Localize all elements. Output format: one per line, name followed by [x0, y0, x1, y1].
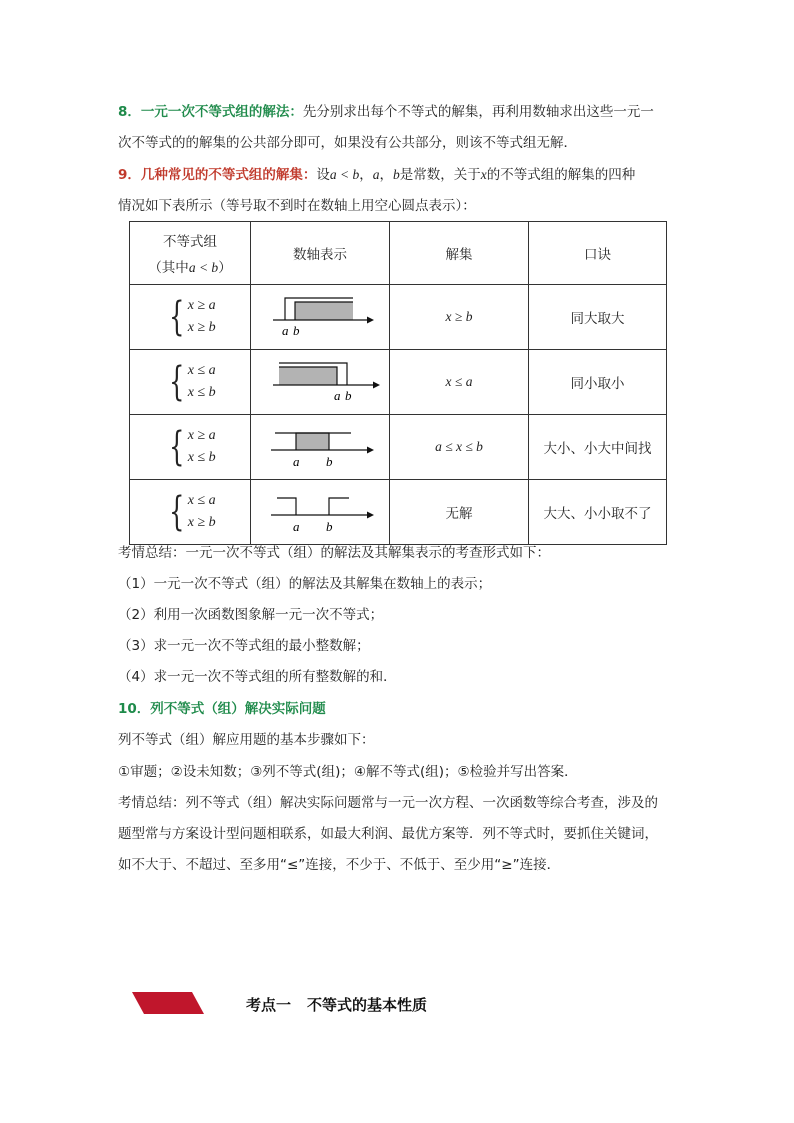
- section-9-line-2: 情况如下表所示（等号取不到时在数轴上用空心圆点表示）：: [118, 198, 476, 214]
- text-fragment: ）: [218, 260, 232, 276]
- brace-glyph: {: [169, 294, 185, 340]
- system-cell: [130, 285, 251, 350]
- label-b: b: [345, 388, 352, 403]
- overlap-shade: [279, 367, 337, 385]
- section-8-text-1: 先分别求出每个不等式的解集，再利用数轴求出这些一元一: [302, 104, 654, 120]
- summary-intro: 考情总结：一元一次不等式（组）的解法及其解集表示的考查形式如下：: [118, 545, 550, 561]
- text-fragment: ，: [359, 167, 373, 183]
- label-a: a: [293, 454, 300, 469]
- system-cell: [130, 480, 251, 545]
- section-8-line-2: 次不等式的的解集的公共部分即可，如果没有公共部分，则该不等式组无解．: [118, 135, 577, 151]
- system-line-2: x ≤ b: [187, 385, 216, 400]
- system-line-1: x ≤ a: [187, 363, 216, 378]
- system-lines: [188, 295, 216, 339]
- banner-label: 考点一: [246, 996, 292, 1014]
- number-line-diagram: [251, 285, 389, 345]
- number-line-diagram: [251, 350, 389, 410]
- math-a-lt-b: a < b: [329, 167, 360, 182]
- rhyme-cell: 大小、小大中间找: [529, 415, 667, 480]
- overlap-shade: [295, 302, 353, 320]
- text-fragment: （其中: [148, 260, 189, 276]
- math-a: a: [372, 167, 380, 182]
- bracket-b: [329, 498, 349, 515]
- label-a: a: [293, 519, 300, 534]
- section-10-line-1: 列不等式（组）解应用题的基本步骤如下：: [118, 732, 375, 748]
- math-x: x: [480, 167, 487, 182]
- header-rhyme: 口诀: [529, 222, 667, 285]
- system-lines: [188, 490, 216, 534]
- section-banner-shape: [132, 992, 204, 1014]
- header-axis: 数轴表示: [251, 222, 390, 285]
- system-line-2: x ≥ b: [187, 515, 216, 530]
- label-b: b: [293, 323, 300, 338]
- section-banner-title: [246, 994, 427, 1015]
- inequality-system: [164, 295, 215, 339]
- axis-cell: [251, 415, 390, 480]
- summary-item-3: （3）求一元一次不等式组的最小整数解；: [118, 638, 370, 654]
- rhyme-cell: 同大取大: [529, 285, 667, 350]
- text-fragment: 设: [316, 167, 330, 183]
- table-row: [130, 480, 667, 545]
- label-a: a: [334, 388, 341, 403]
- axis-cell: [251, 350, 390, 415]
- header-solution: 解集: [390, 222, 529, 285]
- bracket-a: [277, 498, 296, 515]
- solution-cell: 无解: [390, 480, 529, 545]
- inequality-system: [164, 360, 215, 404]
- summary-item-1: （1）一元一次不等式（组）的解法及其解集在数轴上的表示；: [118, 576, 492, 592]
- system-line-1: x ≥ a: [187, 298, 216, 313]
- brace-glyph: {: [169, 359, 185, 405]
- brace-glyph: {: [169, 424, 185, 470]
- text-fragment: ，: [379, 167, 394, 183]
- section-8-line-1: [118, 102, 654, 122]
- summary-item-4: （4）求一元一次不等式组的所有整数解的和．: [118, 669, 397, 685]
- text-fragment: 是常数，关于: [399, 167, 481, 183]
- section-10-summary-line-1: 考情总结：列不等式（组）解决实际问题常与一元一次方程、一次函数等综合考查，涉及的: [118, 795, 658, 811]
- axis-arrow: [367, 512, 374, 519]
- header-system: [130, 222, 251, 285]
- section-9-line-1: [118, 165, 635, 185]
- system-line-2: x ≥ b: [187, 320, 216, 335]
- axis-arrow: [373, 382, 380, 389]
- banner-title-text: 不等式的基本性质: [307, 996, 428, 1014]
- inequality-system: [164, 490, 215, 534]
- axis-arrow: [367, 317, 374, 324]
- inequality-table: [129, 221, 667, 545]
- number-line-diagram: [251, 480, 389, 540]
- summary-item-2: （2）利用一次函数图象解一元一次不等式；: [118, 607, 384, 623]
- table-header-row: [130, 222, 667, 285]
- banner-parallelogram: [132, 992, 204, 1014]
- table-row: [130, 415, 667, 480]
- table-row: [130, 350, 667, 415]
- text-fragment: 的不等式组的解集的四种: [486, 167, 636, 183]
- system-cell: [130, 350, 251, 415]
- system-line-2: x ≤ b: [187, 450, 216, 465]
- number-line-diagram: [251, 415, 389, 475]
- label-a: a: [282, 323, 289, 338]
- section-8-title: 8．一元一次不等式组的解法：: [118, 104, 303, 120]
- math-a-lt-b: a < b: [188, 260, 219, 275]
- section-10-steps: ①审题；②设未知数；③列不等式(组)；④解不等式(组)；⑤检验并写出答案．: [118, 764, 578, 780]
- section-9-title: 9．几种常见的不等式组的解集：: [118, 167, 317, 183]
- rhyme-cell: 同小取小: [529, 350, 667, 415]
- label-b: b: [326, 519, 333, 534]
- section-10-summary-line-3: 如不大于、不超过、至多用“≤”连接，不少于、不低于、至少用“≥”连接．: [118, 857, 561, 873]
- axis-arrow: [367, 447, 374, 454]
- section-10-summary-line-2: 题型常与方案设计型问题相联系，如最大利润、最优方案等．列不等式时，要抓住关键词，: [118, 826, 658, 842]
- header-system-line-2: [130, 256, 250, 276]
- axis-cell: [251, 480, 390, 545]
- inequality-system: [164, 425, 215, 469]
- math-b: b: [393, 167, 400, 182]
- system-line-1: x ≤ a: [187, 493, 216, 508]
- system-cell: [130, 415, 251, 480]
- overlap-shade: [296, 433, 329, 450]
- solution-cell: a ≤ x ≤ b: [390, 415, 529, 480]
- system-lines: [188, 425, 216, 469]
- table-row: [130, 285, 667, 350]
- axis-cell: [251, 285, 390, 350]
- system-line-1: x ≥ a: [187, 428, 216, 443]
- brace-glyph: {: [169, 489, 185, 535]
- solution-cell: x ≥ b: [390, 285, 529, 350]
- label-b: b: [326, 454, 333, 469]
- system-lines: [188, 360, 216, 404]
- header-system-line-1: 不等式组: [163, 234, 217, 250]
- rhyme-cell: 大大、小小取不了: [529, 480, 667, 545]
- solution-cell: x ≤ a: [390, 350, 529, 415]
- section-10-title: 10．列不等式（组）解决实际问题: [118, 701, 326, 717]
